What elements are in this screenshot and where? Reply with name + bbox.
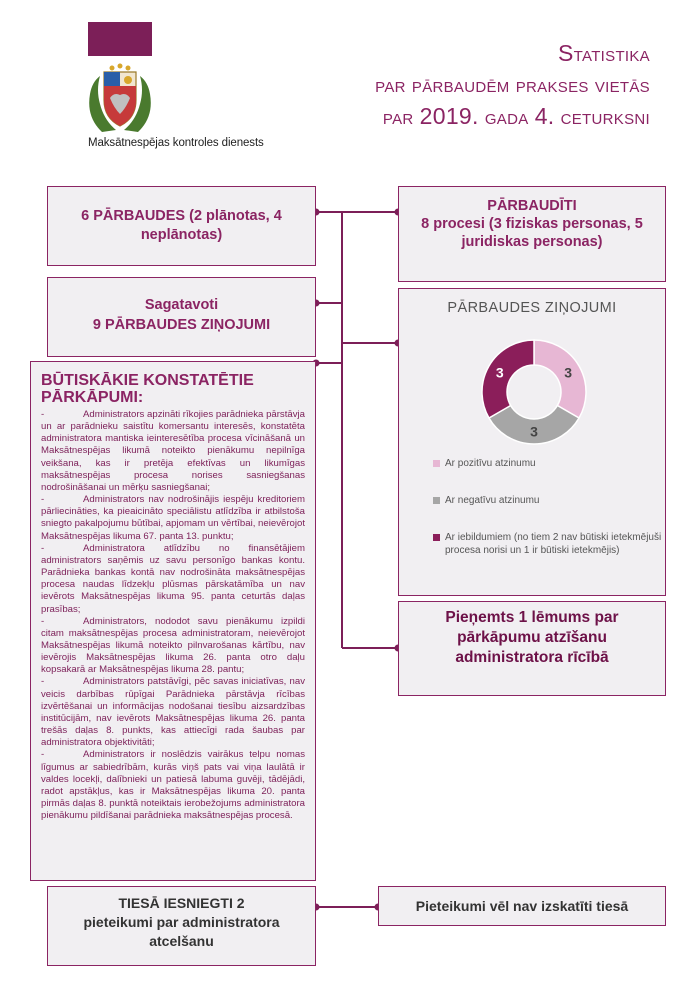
legend-item [433, 531, 663, 557]
violations-heading: BŪTISKĀKIE KONSTATĒTIE PĀRKĀPUMI: [41, 372, 254, 406]
violation-text: Administrators apzināti rīkojies parādnieka pārstāvja un ar parādnieku saistītu komersantu interesēs, konstatēta administratora mantiska ieinteresētība procesa vīcināšanā un Maksātnespējas likumā noteikto pienākumu nepilnīga veikšana, kas ir pretēja efektīvas un likumīgas maksātnespējas procesa norises sasniegšanas nodrošināšanai un mērķu sasniegšanai; [41, 409, 305, 493]
violation-text: Administratora atlīdzību no finansētājiem administrators saņēmis uz savu personīgo bankas kontu. Parādnieka bankas kontā nav nodrošināta maksātnespējas procesa naudas līdzekļu plūsmas pārskatāmība un nav ievērots Maksātnespējas likuma 95. panta ceturtās daļas prasības; [41, 542, 305, 615]
reports-line-2: 9 PĀRBAUDES ZIŅOJUMI [92, 317, 271, 333]
bullet-dash: - [41, 409, 45, 420]
violation-item [41, 616, 305, 677]
title-line-1: Statistika [558, 40, 650, 66]
checked-body: 8 procesi (3 fiziskas personas, 5 juridiskas personas) [421, 216, 643, 250]
violation-item [41, 409, 305, 494]
decision-text: Pieņemts 1 lēmums par pārkāpumu atzīšanu administratora rīcībā [445, 609, 619, 666]
violations-box [30, 361, 316, 881]
inspections-text: 6 PĀRBAUDES (2 plānotas, 4 neplānotas) [81, 208, 282, 243]
inspections-box [47, 186, 316, 266]
court-line-1: TIESĀ IESNIEGTI 2 [118, 895, 245, 911]
legend-item [433, 494, 663, 507]
court-pending-box [378, 886, 666, 926]
chart-title: PĀRBAUDES ZIŅOJUMI [447, 300, 617, 316]
violation-text: Administrators patstāvīgi, pēc savas iniciatīvas, nav veicis darbības rūpīgai Parādnieka pārstāvja rīcības izvērtēšanai un informācijas nodošanai tiesību aizsardzības institūcijām, nav ievērots Maksātnespējas likuma 26. panta trešās daļas 8. punkts, kas attiecīgi rada šaubas par administratora objektivitāti; [41, 676, 305, 749]
court-pending-text: Pieteikumi vēl nav izskatīti tiesā [415, 898, 629, 914]
legend-label: Ar negatīvu atzinumu [445, 495, 540, 506]
legend-swatch [433, 460, 440, 467]
slice-value-label: 3 [530, 423, 538, 440]
slice-value-label: 3 [495, 364, 504, 381]
checked-processes-box [398, 186, 666, 282]
reports-box [47, 277, 316, 357]
slice-value-label: 3 [564, 364, 573, 381]
decision-box [398, 601, 666, 696]
title-line-3: par 2019. gada 4. ceturksni [382, 103, 650, 129]
bullet-dash: - [41, 676, 45, 688]
violation-text: Administrators nav nodrošinājis iespēju kreditoriem pārliecināties, ka pieaicināto speciālistu atlīdzība ir atbilstoša sniegto pakalpojumu būtībai, apjomam un vērtībai, neievērojot Maksātnespējas likuma 67. panta 13. punktu; [41, 494, 305, 542]
violation-item [41, 494, 305, 543]
chart-legend [433, 457, 663, 581]
legend-label: Ar pozitīvu atzinumu [445, 458, 536, 469]
bullet-dash: - [41, 615, 45, 627]
legend-swatch [433, 497, 440, 504]
reports-line-1: Sagatavoti [144, 297, 219, 313]
legend-item [433, 457, 663, 470]
violation-item [41, 749, 305, 822]
court-filed-box [47, 886, 316, 966]
donut-chart [479, 337, 589, 447]
violation-text: Administrators ir noslēdzis vairākus telpu nomas līgumus ar sabiedrībām, kurās viņš pats vai viņa laulātā ir valdes locekļi, dalībnieki un patiesā labuma guvēji, tādējādi, radot apstākļus, kas ir Maksātnespējas likuma 20. panta pirmās daļas 8. punktā noteiktais ierobežojums administratora pienākumu pildīšanai parādnieka maksātnespējas procesā. [41, 749, 305, 822]
legend-swatch [433, 534, 440, 541]
bullet-dash: - [41, 749, 45, 761]
violation-item [41, 676, 305, 749]
bullet-dash: - [41, 494, 45, 506]
legend-label: Ar iebildumiem (no tiem 2 nav būtiski ietekmējuši procesa norisi un 1 ir būtiski ietekmējis) [445, 532, 662, 556]
violation-item [41, 543, 305, 616]
organization-name: Maksātnespējas kontroles dienests [88, 137, 264, 149]
violations-list [31, 406, 315, 822]
checked-title: PĀRBAUDĪTI [487, 198, 577, 214]
bullet-dash: - [41, 542, 45, 554]
title-line-2: par pārbaudēm prakses vietās [375, 74, 650, 97]
donut-slice [482, 340, 534, 418]
court-line-2: pieteikumi par administratora atcelšanu [83, 914, 280, 949]
violation-text: Administrators, nododot savu pienākumu izpildi citam maksātnespējas procesa administratoram, neievērojot Maksātnespējas likumā noteikto pilnvarošanas kārtību, nav ievērojis Maksātnespējas likuma 26. panta otro daļu kopsakarā ar Maksātnespējas likuma 28. pantu; [41, 615, 305, 676]
reports-chart-box [398, 288, 666, 596]
